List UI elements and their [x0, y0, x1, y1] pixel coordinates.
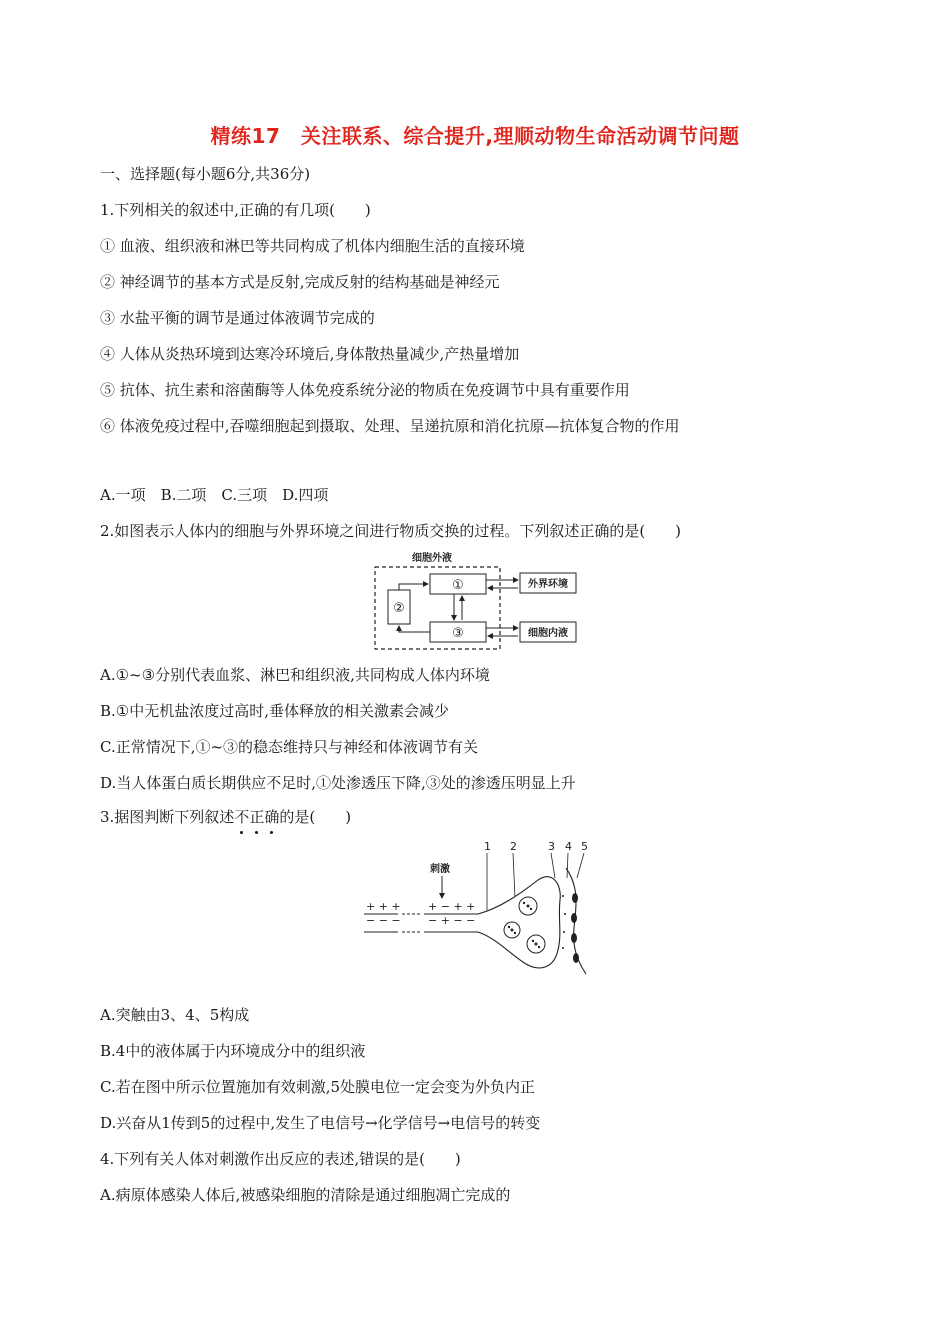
stimulus-label: 刺激: [430, 864, 450, 875]
external-env-label: 外界环境: [528, 579, 568, 590]
q3-option-d: D.兴奋从1传到5的过程中,发生了电信号→化学信号→电信号的转变: [100, 1114, 541, 1132]
q2-option-b: B.①中无机盐浓度过高时,垂体释放的相关激素会减少: [100, 702, 450, 720]
synapse-diagram: [360, 838, 600, 978]
box-2-label: ②: [393, 601, 405, 616]
extracellular-fluid-label: 细胞外液: [412, 553, 452, 564]
q3-option-b: B.4中的液体属于内环境成分中的组织液: [100, 1042, 366, 1060]
q3-stem-pre: 3.据图判断下列叙述: [100, 808, 235, 826]
box-1-label: ①: [452, 578, 464, 593]
label-2: 2: [510, 840, 517, 853]
q2-option-c: C.正常情况下,①~③的稳态维持只与神经和体液调节有关: [100, 738, 479, 756]
intracellular-label: 细胞内液: [528, 628, 568, 639]
q2-option-d: D.当人体蛋白质长期供应不足时,①处渗透压下降,③处的渗透压明显上升: [100, 774, 576, 792]
charge-left-top: + + +: [366, 900, 401, 913]
label-5: 5: [581, 840, 588, 853]
q1-item: ⑥ 体液免疫过程中,吞噬细胞起到摄取、处理、呈递抗原和消化抗原—抗体复合物的作用: [100, 417, 680, 435]
q3-stem-post: 的是( ): [279, 808, 352, 826]
q1-item: ② 神经调节的基本方式是反射,完成反射的结构基础是神经元: [100, 273, 500, 291]
q4-option-a: A.病原体感染人体后,被感染细胞的清除是通过细胞凋亡完成的: [100, 1186, 511, 1204]
emphasis-char: 正: [249, 808, 265, 826]
label-4: 4: [565, 840, 572, 853]
charge-mid-top: + − + +: [428, 900, 476, 913]
body-fluid-diagram: [370, 550, 582, 652]
q1-item: ① 血液、组织液和淋巴等共同构成了机体内细胞生活的直接环境: [100, 237, 525, 255]
charge-mid-bottom: − + − −: [428, 914, 476, 927]
charge-left-bottom: − − −: [366, 914, 401, 927]
q3-stem-emphasis: [234, 808, 279, 826]
q2-option-a: A.①~③分别代表血浆、淋巴和组织液,共同构成人体内环境: [100, 666, 490, 684]
q3-stem: [100, 806, 351, 827]
emphasis-char: 确: [264, 808, 280, 826]
label-3: 3: [548, 840, 555, 853]
label-1: 1: [484, 840, 491, 853]
section-heading: 一、选择题(每小题6分,共36分): [100, 165, 311, 183]
q1-item: ⑤ 抗体、抗生素和溶菌酶等人体免疫系统分泌的物质在免疫调节中具有重要作用: [100, 381, 630, 399]
page-title: 精练17 关注联系、综合提升,理顺动物生命活动调节问题: [210, 124, 740, 148]
q1-stem: 1.下列相关的叙述中,正确的有几项( ): [100, 201, 371, 219]
q1-item: ④ 人体从炎热环境到达寒冷环境后,身体散热量减少,产热量增加: [100, 345, 520, 363]
q1-item: ③ 水盐平衡的调节是通过体液调节完成的: [100, 309, 375, 327]
q4-stem: 4.下列有关人体对刺激作出反应的表述,错误的是( ): [100, 1150, 461, 1168]
q2-stem: 2.如图表示人体内的细胞与外界环境之间进行物质交换的过程。下列叙述正确的是( ): [100, 522, 682, 540]
q1-options: A.一项 B.二项 C.三项 D.四项: [100, 486, 329, 504]
axon-terminal: [478, 877, 560, 968]
box-3-label: ③: [452, 626, 464, 641]
emphasis-char: 不: [234, 808, 250, 826]
q3-option-c: C.若在图中所示位置施加有效刺激,5处膜电位一定会变为外负内正: [100, 1078, 536, 1096]
q3-option-a: A.突触由3、4、5构成: [100, 1006, 250, 1024]
